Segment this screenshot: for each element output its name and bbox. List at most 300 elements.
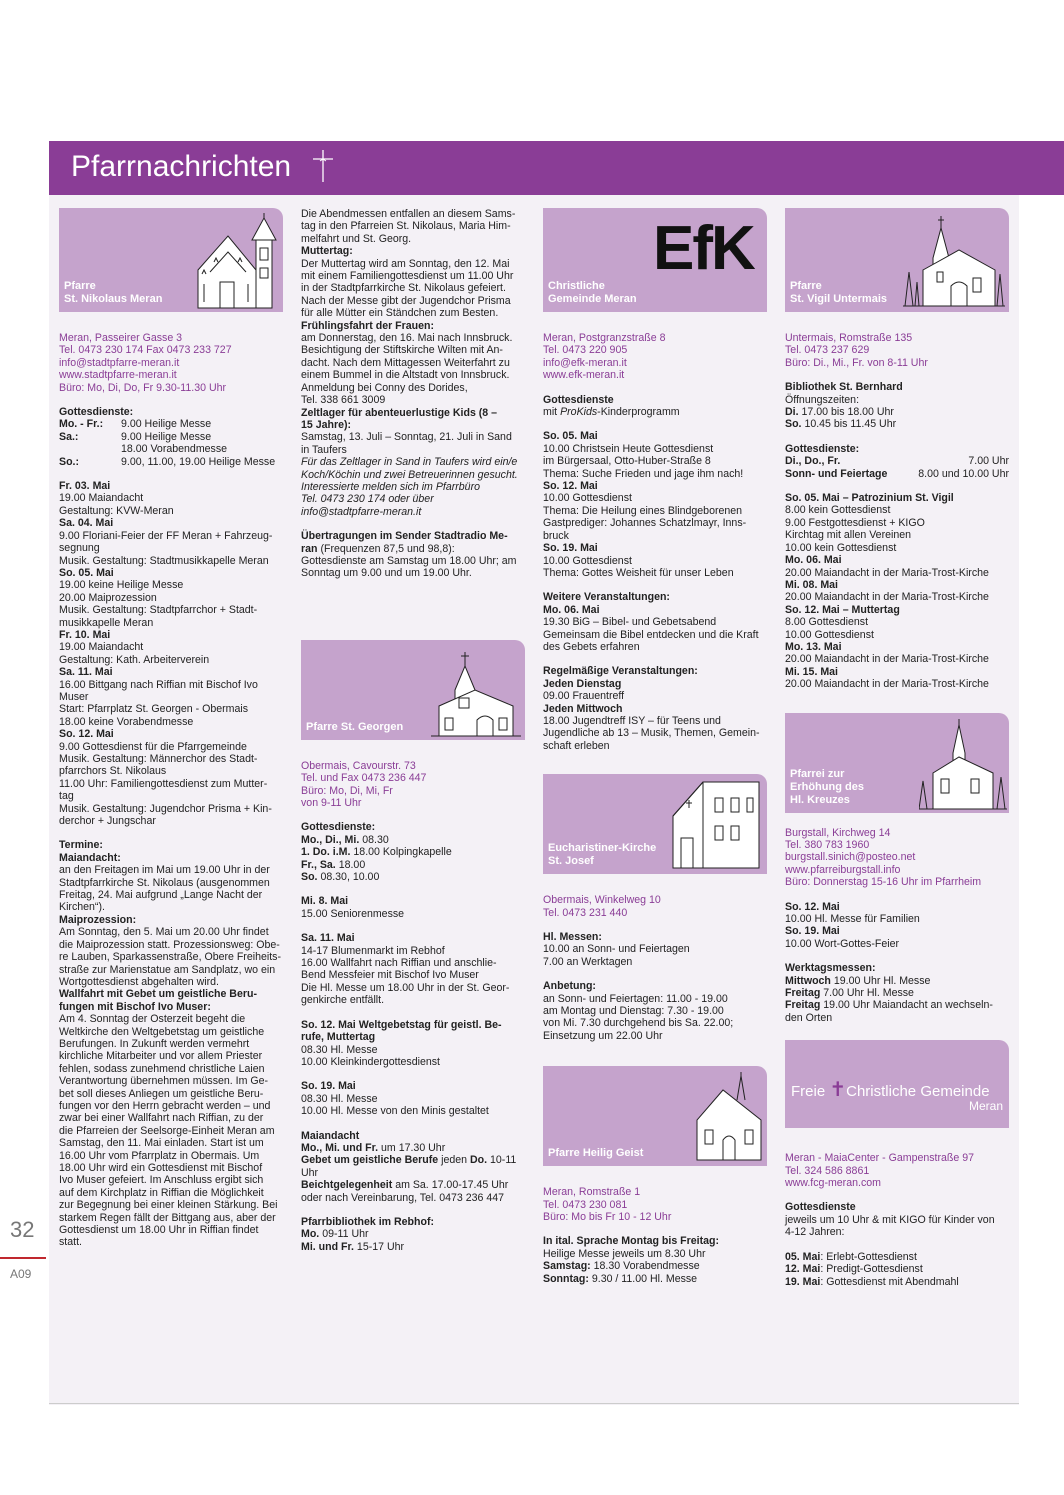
schedule-row: 05. Mai: Erlebt-Gottesdienst bbox=[785, 1250, 917, 1263]
event-date: Mo. 06. Mai bbox=[785, 554, 842, 567]
body-text: Verantwortung übernehmen müssen. Im Ge- bbox=[59, 1075, 269, 1088]
event-text: 10.00 Hl. Messe für Familien bbox=[785, 913, 920, 925]
body-text: Samstag, 13. Juli – Sonntag, 21. Juli in Sand bbox=[301, 431, 512, 444]
body-text: dacht. Nach dem Mittagessen Weiterfahrt zu bbox=[301, 356, 510, 369]
header-banner bbox=[49, 141, 1064, 195]
italic-text: Interessierte melden sich im Pfarrbüro bbox=[301, 480, 480, 493]
schedule-row: Sonn- und Feiertage 8.00 und 10.00 Uhr bbox=[785, 467, 1009, 480]
schedule-row: Di. 17.00 bis 18.00 Uhr bbox=[785, 406, 894, 419]
event-date: Mo. 06. Mai bbox=[543, 603, 600, 616]
header-line: Christliche bbox=[548, 280, 605, 292]
body-text: fungen vor den Herrn gebracht werden – und bbox=[59, 1099, 271, 1112]
event-text: Bend Messfeier mit Bischof Ivo Muser bbox=[301, 969, 479, 982]
event-text: 19.00 keine Heilige Messe bbox=[59, 579, 184, 592]
section-title: Gottesdienste bbox=[785, 1201, 856, 1214]
schedule-row: Samstag: 18.30 Vorabendmesse bbox=[543, 1260, 700, 1273]
event-date: Jeden Dienstag bbox=[543, 677, 622, 690]
subsection-title: Regelmäßige Veranstaltungen: bbox=[543, 665, 698, 678]
body-text: Öffnungszeiten: bbox=[785, 393, 860, 406]
address: Meran, Passeirer Gasse 3 bbox=[59, 332, 183, 344]
schedule-row: 19. Mai: Gottesdienst mit Abendmahl bbox=[785, 1275, 959, 1288]
events-list bbox=[59, 480, 283, 827]
messen-section bbox=[543, 931, 767, 968]
subsection-title: Zeltlager für abenteuerlustige Kids (8 – bbox=[301, 406, 498, 419]
office-hours: Büro: Mo, Di, Mi, Fr bbox=[301, 784, 393, 797]
werktag-section bbox=[785, 962, 1009, 1024]
event-text: Thema: Gottes Weisheit für unser Leben bbox=[543, 566, 734, 579]
anbetung-section bbox=[543, 980, 767, 1042]
body-text: Kirchen“). bbox=[59, 901, 105, 914]
column-st-georgen bbox=[301, 208, 525, 1253]
bold-text: Do. bbox=[469, 1154, 488, 1167]
body-text: Ivo Muser gefeiert. Im Anschluss ergibt sich bbox=[59, 1174, 264, 1187]
bold-text: Beichtgelegenheit bbox=[301, 1179, 393, 1192]
parish-header-st-georgen bbox=[301, 640, 525, 740]
cross-icon bbox=[311, 149, 335, 183]
body-text: re Lauben, Sparkassenstraße, Obere Freiheits- bbox=[59, 951, 281, 964]
phone: Tel. und Fax 0473 236 447 bbox=[301, 772, 427, 785]
office-hours: Büro: Donnerstag 15-16 Uhr im Pfarrheim bbox=[785, 876, 982, 889]
body-text: -Kinderprogramm bbox=[597, 406, 680, 419]
schedule-row: Sa.: 9.00 Heilige Messe bbox=[59, 430, 212, 443]
event-text: Jugendliche ab 13 – Musik, Themen, Gemein- bbox=[543, 727, 760, 740]
event-text: Gestaltung: Kath. Arbeiterverein bbox=[59, 653, 210, 666]
services-section bbox=[59, 406, 283, 468]
body-text: bet soll dieses Anliegen um geistliche Beru- bbox=[59, 1087, 264, 1100]
body-text: mit einem Familiengottesdienst um 11.00 Uhr bbox=[301, 270, 514, 283]
subsection-title: Bibliothek St. Bernhard bbox=[785, 381, 903, 394]
header-line: Pfarrei zur bbox=[790, 767, 845, 780]
event-date: So. 12. Mai bbox=[59, 728, 114, 741]
event-date: Sa. 11. Mai bbox=[59, 666, 113, 679]
event-text: 19.30 BiG – Bibel- und Gebetsabend bbox=[543, 616, 717, 629]
events-list bbox=[785, 492, 1009, 691]
email-link[interactable]: info@stadtpfarre-meran.it bbox=[59, 356, 180, 369]
weitere-section bbox=[543, 591, 767, 653]
events-list bbox=[785, 1251, 1009, 1288]
event-text: segnung bbox=[59, 542, 100, 555]
address: Obermais, Cavourstr. 73 bbox=[301, 759, 416, 772]
subsection-title: Muttertag: bbox=[301, 245, 353, 258]
schedule-row: Freitag 7.00 Uhr Hl. Messe bbox=[785, 987, 914, 1000]
body-text: die Pfarreien der Seelsorge-Einheit Meran am bbox=[59, 1124, 275, 1137]
body-text: 10-11 Uhr bbox=[301, 1154, 517, 1179]
event-date: So. 05. Mai bbox=[543, 430, 598, 443]
address: Obermais, Winkelweg 10 bbox=[543, 894, 661, 907]
event-text: tag bbox=[59, 790, 74, 803]
church-icon bbox=[919, 717, 1007, 811]
website-link[interactable]: www.stadtpfarre-meran.it bbox=[59, 369, 177, 382]
event-date: rufe, Muttertag bbox=[301, 1031, 376, 1044]
parish-header-hl-kreuz bbox=[785, 713, 1009, 813]
event-text: pfarrchors St. Nikolaus bbox=[59, 765, 167, 778]
body-text: Die Abendmessen entfallen an diesem Sams- bbox=[301, 208, 516, 220]
event-text: Musik. Gestaltung: Männerchor des Stadt- bbox=[59, 753, 258, 765]
event bbox=[301, 1080, 525, 1117]
page-number: 32 bbox=[10, 1217, 35, 1242]
body-text: Weltkirche den Weltgebetstag um geistliche bbox=[59, 1025, 265, 1038]
event-text: Gestaltung: KVW-Meran bbox=[59, 504, 174, 517]
event bbox=[301, 932, 525, 1006]
schedule-row: Sonntag: 9.30 / 11.00 Hl. Messe bbox=[543, 1272, 698, 1285]
church-icon bbox=[194, 212, 284, 310]
body-text: einem Bummel in die Altstadt von Innsbruck. bbox=[301, 369, 510, 382]
event-text: derchor + Jungschar bbox=[59, 815, 156, 828]
event-text: 20.00 Maiandacht in der Maria-Trost-Kirche bbox=[785, 566, 989, 579]
event-date: Mi. 8. Mai bbox=[301, 895, 349, 908]
cross-icon: ✝ bbox=[829, 1079, 847, 1102]
body-text: in Taufers bbox=[301, 443, 347, 456]
body-text: kirchliche Mitarbeiter und vor allem Priester bbox=[59, 1050, 263, 1063]
event-text: 16.00 Wallfahrt nach Riffian und anschlie- bbox=[301, 957, 497, 970]
logo-text: Christliche bbox=[846, 1083, 917, 1101]
schedule-row: So.: 9.00, 11.00, 19.00 Heilige Messe bbox=[59, 455, 276, 468]
event-text: genkirche entfällt. bbox=[301, 994, 385, 1007]
subsection-title: Übertragungen im Sender Stadtradio Me- bbox=[301, 530, 508, 543]
body-text: Wortgottesdienst abgehalten wird. bbox=[59, 975, 219, 988]
body-text: zwar bei einer Wallfahrt nach Riffian, zu der bbox=[59, 1112, 264, 1125]
event-date: So. 05. Mai – Patrozinium St. Vigil bbox=[785, 492, 954, 505]
body-text: Stadtpfarrkirche St. Nikolaus (ausgenommen bbox=[59, 876, 270, 889]
event-text: 10.00 Christsein Heute Gottesdienst bbox=[543, 442, 714, 455]
header-line: Erhöhung des bbox=[790, 780, 864, 793]
body-text: die Maiprozession statt. Prozessionsweg: Obe- bbox=[59, 938, 280, 951]
header-line: Gemeinde Meran bbox=[548, 293, 637, 305]
event-date: So. 12. Mai Weltgebetstag für geistl. Be- bbox=[301, 1018, 502, 1031]
event bbox=[301, 895, 525, 920]
section-title: Gottesdienste: bbox=[59, 406, 134, 419]
regel-section bbox=[543, 665, 767, 752]
body-text: um 17.30 Uhr bbox=[378, 1141, 446, 1154]
event-date: So. 05. Mai bbox=[59, 566, 114, 579]
logo-text: Gemeinde bbox=[920, 1083, 990, 1101]
office-hours: Büro: Mo bis Fr 10 - 12 Uhr bbox=[543, 1211, 672, 1224]
schedule-row: Mo. 09-11 Uhr bbox=[301, 1228, 369, 1241]
address: Burgstall, Kirchweg 14 bbox=[785, 826, 891, 839]
event-text: 9.00 Gottesdienst für die Pfarrgemeinde bbox=[59, 740, 247, 753]
body-text: für alle Mütter ein Ständchen zum Besten. bbox=[301, 307, 499, 320]
header-line: St. Josef bbox=[548, 855, 594, 868]
body-text: Der Muttertag wird am Sonntag, den 12. Mai bbox=[301, 257, 510, 270]
subsection-title: 15 Jahre): bbox=[301, 418, 352, 431]
header-line: St. Vigil Untermais bbox=[790, 293, 887, 305]
body-text: mit bbox=[543, 406, 561, 419]
ital-section bbox=[543, 1235, 767, 1285]
section-title: Gottesdienste: bbox=[301, 821, 376, 834]
phone: Tel. 324 586 8861 bbox=[785, 1164, 870, 1177]
body-text: (Frequenzen 87,5 und 98,8): bbox=[317, 542, 455, 555]
office-hours: von 9-11 Uhr bbox=[301, 797, 362, 809]
subsection-title: fungen mit Bischof Ivo Muser: bbox=[59, 1000, 211, 1013]
bold-text: Gebet um geistliche Berufe bbox=[301, 1154, 439, 1167]
body-text: 18.00 Uhr wird ein Gottesdienst mit Bischof bbox=[59, 1162, 263, 1174]
header-line: Pfarre St. Georgen bbox=[306, 720, 404, 733]
body-text: auf dem Kirchplatz in Riffian die Möglichkeit bbox=[59, 1186, 264, 1199]
intro-text bbox=[301, 208, 525, 518]
column-st-vigil bbox=[785, 208, 1009, 1288]
subsection-title: Weitere Veranstaltungen: bbox=[543, 591, 670, 604]
event-text: des Gebets erfahren bbox=[543, 640, 640, 653]
address: Meran, Postgranzstraße 8 bbox=[543, 332, 666, 344]
section-title: Termine: bbox=[59, 839, 103, 852]
body-text: Berufungen. In Zukunft werden vermehrt bbox=[59, 1037, 250, 1050]
body-text: am Sa. 17.00-17.45 Uhr oder nach Vereinbarung, Tel. 0473 236 447 bbox=[301, 1179, 509, 1204]
body-text: Besichtigung der Stiftskirche Wilten mit An- bbox=[301, 344, 503, 357]
schedule-row: Mittwoch 19.00 Uhr Hl. Messe bbox=[785, 974, 931, 987]
event-date: So. 12. Mai bbox=[543, 480, 598, 493]
event-text: 11.00 Uhr: Familiengottesdienst zum Mutter- bbox=[59, 777, 268, 790]
event-date: So. 12. Mai bbox=[785, 900, 840, 913]
event-date: So. 19. Mai bbox=[301, 1080, 356, 1093]
event-text: Musik. Gestaltung: Stadtmusikkapelle Meran bbox=[59, 554, 269, 567]
termine-section bbox=[59, 839, 283, 1248]
schedule-row: So. 08.30, 10.00 bbox=[301, 871, 380, 884]
column-efk bbox=[543, 208, 767, 1285]
parish-header-heilig-geist bbox=[543, 1066, 767, 1166]
fcg-logo bbox=[791, 1079, 990, 1102]
event-text: 18.00 keine Vorabendmesse bbox=[59, 715, 194, 728]
body-text: Nach der Messe gibt der Jugendchor Prisma bbox=[301, 294, 511, 307]
services-section bbox=[785, 443, 1009, 480]
services-section bbox=[301, 821, 525, 883]
event-text: 08.30 Hl. Messe bbox=[301, 1043, 378, 1056]
office-hours: Büro: Mo, Di, Do, Fr 9.30-11.30 Uhr bbox=[59, 381, 227, 394]
contact-info bbox=[59, 332, 283, 394]
schedule-row: So. 10.45 bis 11.45 Uhr bbox=[785, 418, 897, 431]
body-text: am Montag und Dienstag: 7.30 - 19.00 bbox=[543, 1005, 724, 1018]
event-date: Mi. 15. Mai bbox=[785, 665, 838, 678]
body-text: 10.00 an Sonn- und Feiertagen bbox=[543, 943, 690, 956]
header-line: Pfarre bbox=[64, 280, 96, 292]
event-text: 9.00 Floriani-Feier der FF Meran + Fahrzeug- bbox=[59, 529, 273, 542]
event-text: Gemeinsam die Bibel entdecken und die Kraft bbox=[543, 628, 759, 641]
italic-text: info@stadtpfarre-meran.it bbox=[301, 505, 422, 518]
italic-text: Für das Zeltlager in Sand in Taufers wird ein/e bbox=[301, 456, 518, 469]
event-date: Jeden Mittwoch bbox=[543, 702, 623, 715]
body-text: jeweils um 10 Uhr & mit KIGO für Kinder von bbox=[785, 1213, 995, 1226]
event-date: Sa. 11. Mai bbox=[301, 932, 355, 945]
contact-info bbox=[543, 894, 767, 919]
bold-text: Mo., Mi. und Fr. bbox=[301, 1141, 379, 1154]
body-text: den Orten bbox=[785, 1011, 833, 1024]
event-text: 20.00 Maiprozession bbox=[59, 591, 157, 604]
event-date: Fr. 10. Mai bbox=[59, 628, 111, 641]
contact-info bbox=[543, 332, 767, 382]
body-text: straße zur Marienstatue am Sandplatz, wo ein bbox=[59, 963, 276, 976]
event-date: Mo. 13. Mai bbox=[785, 640, 842, 653]
schedule-row: Mo., Di., Mi. 08.30 bbox=[301, 833, 389, 846]
body-text: am Donnerstag, den 16. Mai nach Innsbruck. bbox=[301, 332, 513, 345]
services-section bbox=[543, 394, 767, 419]
header-line: St. Nikolaus Meran bbox=[64, 293, 163, 305]
event bbox=[301, 1019, 525, 1069]
event-text: 8.00 Gottesdienst bbox=[785, 616, 869, 629]
contact-info bbox=[785, 1152, 1009, 1189]
schedule-row: Freitag 19.00 Uhr Maiandacht an wechseln- bbox=[785, 999, 993, 1012]
subsection-title: In ital. Sprache Montag bis Freitag: bbox=[543, 1235, 719, 1248]
website-link[interactable]: www.pfarreiburgstall.info bbox=[785, 863, 901, 876]
phone: Tel. 0473 220 905 bbox=[543, 344, 628, 357]
website-link[interactable]: www.fcg-meran.com bbox=[785, 1177, 881, 1190]
body-text: fehlen, sodass zunehmend christliche Laien bbox=[59, 1062, 265, 1075]
event-text: 10.00 kein Gottesdienst bbox=[785, 541, 897, 554]
italic-text: Koch/Köchin und zwei Betreuerinnen gesucht. bbox=[301, 468, 518, 481]
body-text: Sonntag um 9.00 und um 19.00 Uhr. bbox=[301, 567, 472, 580]
parish-header-st-josef bbox=[543, 774, 767, 874]
event-text: 15.00 Seniorenmesse bbox=[301, 907, 405, 920]
schedule-row: 1. Do. i.M. 18.00 Kolpingkapelle bbox=[301, 846, 452, 859]
event-text: Musik. Gestaltung: Stadtpfarrchor + Stadt- bbox=[59, 604, 258, 617]
body-text: 16.00 Uhr vom Pfarrplatz in Obermais. Um bbox=[59, 1149, 260, 1162]
event-text: 18.00 Jugendtreff ISY – für Teens und bbox=[543, 714, 721, 727]
event-text: 9.00 Festgottesdienst + KIGO bbox=[785, 516, 925, 529]
services-section bbox=[785, 1201, 1009, 1238]
bottom-divider bbox=[49, 1403, 1019, 1404]
subsection-title: Pfarrbibliothek im Rebhof: bbox=[301, 1215, 435, 1228]
address: Meran, Romstraße 1 bbox=[543, 1186, 641, 1199]
email-link[interactable]: info@efk-meran.it bbox=[543, 356, 627, 369]
event-text: 8.00 kein Gottesdienst bbox=[785, 504, 891, 517]
page-code: A09 bbox=[10, 1267, 32, 1281]
library-section bbox=[301, 1216, 525, 1253]
body-text: 4-12 Jahren: bbox=[785, 1226, 845, 1239]
logo-text: Freie bbox=[791, 1083, 826, 1101]
church-icon bbox=[693, 1070, 765, 1162]
header-line: Hl. Kreuzes bbox=[790, 793, 850, 806]
subsection-title: Maiandacht: bbox=[59, 851, 121, 864]
event-text: 16.00 Bittgang nach Riffian mit Bischof Ivo bbox=[59, 678, 258, 691]
event-text: 20.00 Maiandacht in der Maria-Trost-Kirche bbox=[785, 653, 989, 666]
event-text: 10.00 Kleinkindergottesdienst bbox=[301, 1055, 440, 1068]
event-text: 10.00 Gottesdienst bbox=[543, 554, 632, 567]
event-text: 10.00 Hl. Messe von den Minis gestaltet bbox=[301, 1105, 489, 1118]
events-list bbox=[543, 430, 767, 579]
parish-header-st-nikolaus bbox=[59, 208, 283, 312]
event-text: 10.00 Gottesdienst bbox=[543, 492, 632, 505]
subsection-title: Hl. Messen: bbox=[543, 931, 602, 943]
contact-info bbox=[543, 1186, 767, 1223]
radio-section bbox=[301, 530, 525, 580]
body-text: an Sonn- und Feiertagen: 11.00 - 19.00 bbox=[543, 992, 728, 1005]
body-text: Freitag, 24. Mai aufgrund „Lange Nacht der bbox=[59, 889, 263, 902]
subsection-title: Maiprozession: bbox=[59, 913, 137, 926]
library-section bbox=[785, 381, 1009, 431]
phone: Tel. 0473 230 174 Fax 0473 233 727 bbox=[59, 344, 232, 357]
event-text: Start: Pfarrplatz St. Georgen - Obermais bbox=[59, 703, 248, 716]
subsection-title: ran bbox=[301, 542, 318, 555]
address: Meran - MaiaCenter - Gampenstraße 97 bbox=[785, 1152, 974, 1165]
event-date: Mi. 08. Mai bbox=[785, 578, 838, 591]
italic-text: Tel. 0473 230 174 oder über bbox=[301, 493, 434, 506]
body-text: starkem Regen fällt der Bittgang aus, aber der bbox=[59, 1211, 276, 1224]
church-icon bbox=[667, 776, 765, 870]
event-date: So. 12. Mai – Muttertag bbox=[785, 603, 900, 616]
church-icon bbox=[429, 642, 523, 738]
phone: Tel. 0473 231 440 bbox=[543, 906, 628, 919]
header-line: Pfarre Heilig Geist bbox=[548, 1147, 644, 1160]
subsection-title: Anbetung: bbox=[543, 980, 596, 993]
event-date: So. 19. Mai bbox=[543, 542, 598, 555]
italic-text: ProKids bbox=[560, 406, 598, 419]
events-list bbox=[785, 901, 1009, 951]
event-text: 19.00 Maiandacht bbox=[59, 641, 144, 654]
section-title: Gottesdienste: bbox=[785, 442, 860, 455]
body-text: Anmeldung bei Conny des Dorides, bbox=[301, 381, 468, 394]
event-text: schaft erleben bbox=[543, 739, 610, 752]
event-text: musikkapelle Meran bbox=[59, 616, 154, 629]
body-text: Samstag, den 11. Mai einladen. Start ist um bbox=[59, 1137, 264, 1150]
body-text: Tel. 338 661 3009 bbox=[301, 394, 386, 407]
phone: Tel. 0473 230 081 bbox=[543, 1198, 628, 1211]
event-text: im Bürgersaal, Otto-Huber-Straße 8 bbox=[543, 455, 711, 468]
logo-text: Meran bbox=[968, 1099, 1003, 1114]
schedule-row: Fr., Sa. 18.00 bbox=[301, 858, 366, 871]
event-text: 10.00 Wort-Gottes-Feier bbox=[785, 937, 900, 950]
body-text: tag in den Pfarreien St. Nikolaus, Maria Him- bbox=[301, 220, 511, 233]
event-date: So. 19. Mai bbox=[785, 925, 840, 938]
body-text: in der Stadtpfarrkirche St. Nikolaus gefeiert. bbox=[301, 282, 506, 295]
body-text: melfahrt und St. Georg. bbox=[301, 232, 412, 245]
body-text: Gottesdienst um 18.00 Uhr in Riffian findet bbox=[59, 1224, 259, 1237]
schedule-row: 18.00 Vorabendmesse bbox=[121, 443, 228, 456]
header-line: Pfarre bbox=[790, 280, 822, 292]
event-text: Thema: Die Heilung eines Blindgeborenen bbox=[543, 504, 743, 517]
efk-logo: EfK bbox=[653, 214, 754, 283]
maiandacht-section bbox=[301, 1130, 525, 1204]
body-text: Gottesdienste am Samstag um 18.00 Uhr; am bbox=[301, 554, 517, 567]
subsection-title: Werktagsmessen: bbox=[785, 962, 876, 975]
column-st-nikolaus bbox=[59, 208, 283, 1249]
subsection-title: Wallfahrt mit Gebet um geistliche Beru- bbox=[59, 988, 257, 1001]
event-text: Musik. Gestaltung: Jugendchor Prisma + Kin- bbox=[59, 802, 272, 815]
email-link[interactable]: burgstall.sinich@posteo.net bbox=[785, 851, 916, 864]
subsection-title: Frühlingsfahrt der Frauen: bbox=[301, 319, 435, 332]
body-text: Heilige Messe jeweils um 8.30 Uhr bbox=[543, 1247, 706, 1260]
event-text: 08.30 Hl. Messe bbox=[301, 1092, 378, 1105]
body-text: Einsetzung um 22.00 Uhr bbox=[543, 1029, 663, 1042]
subsection-title: Maiandacht bbox=[301, 1129, 360, 1142]
event-text: 09.00 Frauentreff bbox=[543, 690, 625, 703]
fcg-logo-box bbox=[785, 1040, 1009, 1128]
body-text: Am 4. Sonntag der Osterzeit begeht die bbox=[59, 1013, 246, 1026]
schedule-row: Mo. - Fr.: 9.00 Heilige Messe bbox=[59, 418, 212, 431]
event-text: 19.00 Maiandacht bbox=[59, 492, 144, 505]
schedule-row: Di., Do., Fr. 7.00 Uhr bbox=[785, 455, 1009, 468]
event-text: 14-17 Blumenmarkt im Rebhof bbox=[301, 944, 445, 957]
church-icon bbox=[903, 212, 1005, 308]
event-text: 10.00 Gottesdienst bbox=[785, 628, 874, 641]
page-number-rule bbox=[0, 1257, 46, 1259]
body-text: zur Begegnung bei einer kleinen Stärkung. Bei bbox=[59, 1199, 278, 1212]
section-title: Gottesdienste bbox=[543, 393, 614, 406]
schedule-row: 12. Mai: Predigt-Gottesdienst bbox=[785, 1263, 923, 1276]
event-text: Kirchtag mit allen Vereinen bbox=[785, 529, 912, 542]
office-hours: Büro: Di., Mi., Fr. von 8-11 Uhr bbox=[785, 356, 928, 369]
parish-header-st-vigil bbox=[785, 208, 1009, 312]
event-text: 20.00 Maiandacht in der Maria-Trost-Kirche bbox=[785, 591, 989, 604]
body-text: an den Freitagen im Mai um 19.00 Uhr in der bbox=[59, 864, 270, 877]
website-link[interactable]: www.efk-meran.it bbox=[543, 369, 625, 382]
body-text: jeden bbox=[438, 1154, 470, 1167]
contact-info bbox=[785, 827, 1009, 889]
page-title: Pfarrnachrichten bbox=[71, 150, 292, 183]
schedule-row: Mi. und Fr. 15-17 Uhr bbox=[301, 1240, 405, 1253]
event-text: Thema: Suche Frieden und jage ihm nach! bbox=[543, 467, 744, 480]
parish-header-efk bbox=[543, 208, 767, 312]
event-text: 20.00 Maiandacht in der Maria-Trost-Kirche bbox=[785, 678, 989, 691]
event-date: Sa. 04. Mai bbox=[59, 517, 114, 530]
phone: Tel. 0473 237 629 bbox=[785, 344, 870, 357]
